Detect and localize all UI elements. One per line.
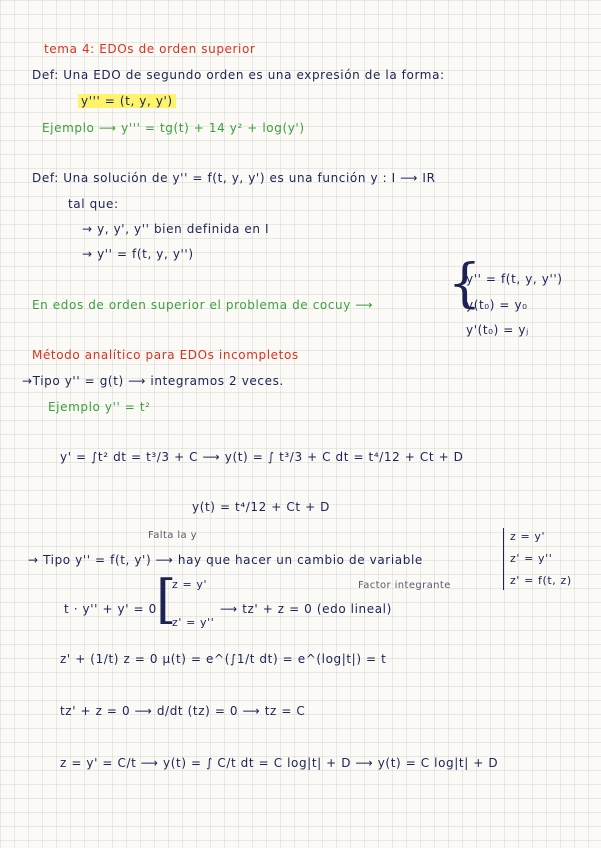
section-title: tema 4: EDOs de orden superior: [44, 42, 256, 56]
cauchy-problem-label: En edos de orden superior el problema de cocuy ⟶: [32, 298, 374, 312]
note-missing-y: Falta la y: [148, 530, 197, 541]
example-linear: ⟶ tz' + z = 0 (edo lineal): [220, 602, 392, 616]
final-solution-line: z = y' = C/t ⟶ y(t) = ∫ C/t dt = C log|t| + D ⟶ y(t) = C log|t| + D: [60, 756, 499, 770]
substitution-2: z' = y'': [510, 552, 553, 565]
general-form: [78, 94, 176, 108]
definition-2-cond-1: → y, y', y'' bien definida en I: [82, 222, 270, 236]
example-equation: t · y'' + y' = 0: [64, 602, 157, 616]
type-1-heading: →Tipo y'' = g(t) ⟶ integramos 2 veces.: [22, 374, 284, 388]
definition-1: Def: Una EDO de segundo orden es una expresión de la forma:: [32, 68, 445, 82]
example-2: Ejemplo y'' = t²: [48, 400, 151, 414]
type-1-solution: y' = ∫t² dt = t³/3 + C ⟶ y(t) = ∫ t³/3 + C dt = t⁴/12 + Ct + D: [60, 450, 464, 464]
definition-2-cond-intro: tal que:: [68, 197, 119, 211]
substitution-1: z = y': [510, 530, 546, 543]
example-brace: [: [156, 570, 177, 630]
note-integrating-factor: Factor integrante: [358, 580, 451, 591]
definition-2: Def: Una solución de y'' = f(t, y, y') es una función y : I ⟶ IR: [32, 171, 436, 185]
cauchy-eq-1: y'' = f(t, y, y''): [466, 272, 563, 286]
example-sub-2: z' = y'': [172, 616, 215, 629]
cauchy-eq-3: y'(t₀) = yⱼ: [466, 323, 529, 337]
substitution-3: z' = f(t, z): [510, 574, 572, 587]
substitution-bar: [503, 528, 504, 590]
cauchy-brace: {: [448, 254, 482, 314]
type-1-result: y(t) = t⁴/12 + Ct + D: [192, 500, 330, 514]
product-rule-line: tz' + z = 0 ⟶ d/dt (tz) = 0 ⟶ tz = C: [60, 704, 306, 718]
general-form-highlight: y''' = (t, y, y'): [78, 94, 176, 108]
integrating-factor-line: z' + (1/t) z = 0 μ(t) = e^(∫1/t dt) = e^(log|t|) = t: [60, 652, 387, 666]
definition-2-cond-2: → y'' = f(t, y, y''): [82, 247, 194, 261]
cauchy-eq-2: y(t₀) = y₀: [466, 298, 528, 312]
example-sub-1: z = y': [172, 578, 208, 591]
example-1: Ejemplo ⟶ y''' = tg(t) + 14 y² + log(y'): [42, 121, 305, 135]
type-2-heading: → Tipo y'' = f(t, y') ⟶ hay que hacer un cambio de variable: [28, 553, 423, 567]
method-title: Método analítico para EDOs incompletos: [32, 348, 299, 362]
